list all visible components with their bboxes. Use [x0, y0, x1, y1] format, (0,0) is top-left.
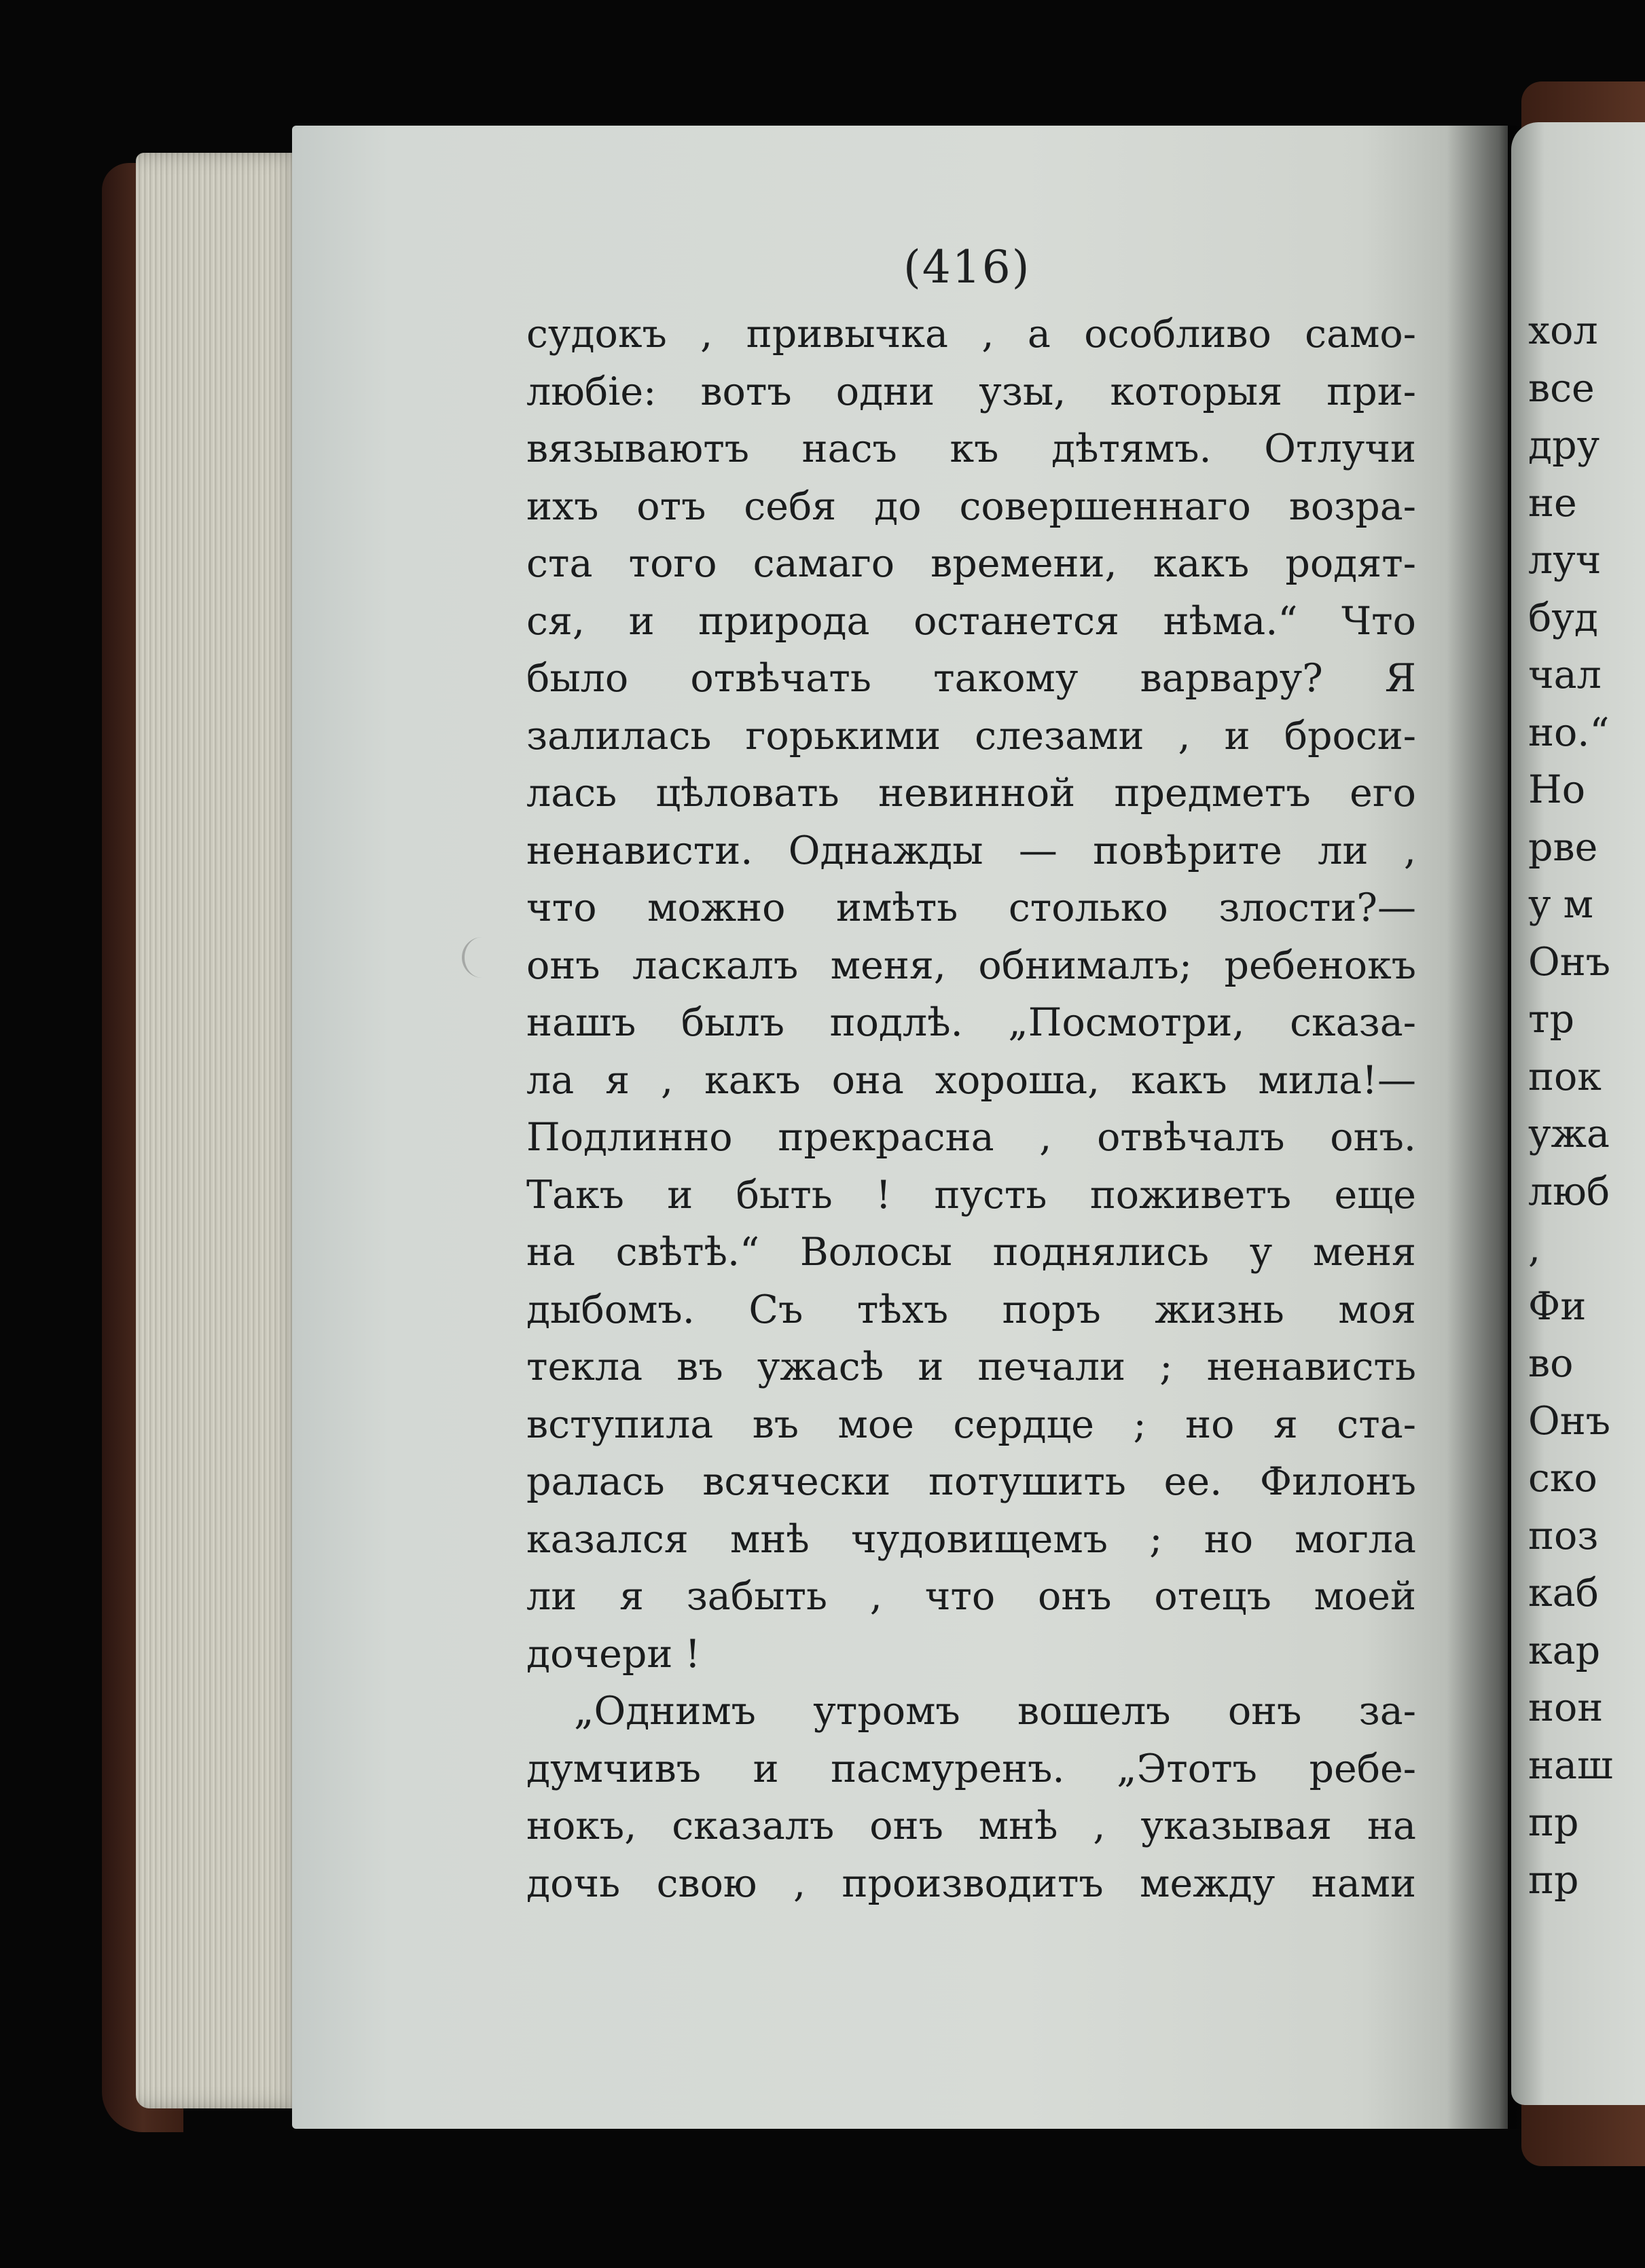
- text-fragment: Онъ: [1528, 1398, 1610, 1444]
- text-fragment: луч: [1528, 538, 1602, 583]
- text-fragment: ужа: [1528, 1112, 1610, 1156]
- text-line: было отвѣчать такому варвару? Я: [526, 656, 1416, 701]
- text-fragment: не: [1528, 480, 1577, 526]
- text-line: вступила въ мое сердце ; но я ста-: [526, 1402, 1416, 1447]
- text-fragment: каб: [1528, 1571, 1599, 1615]
- text-line: нокъ, сказалъ онъ мнѣ , указывая на: [526, 1804, 1416, 1848]
- text-line: Такъ и быть ! пусть поживетъ еще: [526, 1172, 1416, 1218]
- text-fragment: дру: [1528, 423, 1600, 468]
- text-line: на свѣтѣ.“ Волосы поднялись у меня: [526, 1230, 1416, 1275]
- text-fragment: пр: [1528, 1857, 1579, 1903]
- text-line: судокъ , привычка , а особливо само-: [526, 312, 1416, 356]
- page-number: (416): [903, 241, 1031, 293]
- text-fragment: у м: [1528, 882, 1593, 927]
- text-line: ста того самаго времени, какъ родят-: [526, 541, 1416, 586]
- text-line: дочь свою , производитъ между нами: [526, 1861, 1416, 1906]
- text-line: ла я , какъ она хороша, какъ мила!—: [526, 1057, 1416, 1103]
- text-line: дочери !: [526, 1631, 701, 1677]
- text-line: „Однимъ утромъ вошелъ онъ за-: [574, 1689, 1416, 1734]
- text-fragment: хол: [1528, 308, 1598, 353]
- text-line: залилась горькими слезами , и броси-: [526, 713, 1416, 758]
- text-line: вязываютъ насъ къ дѣтямъ. Отлучи: [526, 426, 1416, 471]
- text-fragment: чал: [1528, 653, 1602, 697]
- text-fragment: Фи: [1528, 1283, 1587, 1329]
- text-line: что можно имѣть столько злости?—: [526, 885, 1416, 930]
- page-text: [526, 306, 1416, 1912]
- text-line: онъ ласкалъ меня, обнималъ; ребенокъ: [526, 943, 1416, 988]
- text-fragment: буд: [1528, 595, 1598, 640]
- text-fragment: ,: [1528, 1226, 1541, 1271]
- text-line: дыбомъ. Съ тѣхъ поръ жизнь моя: [526, 1287, 1416, 1332]
- text-line: текла въ ужасѣ и печали ; ненависть: [526, 1345, 1416, 1389]
- text-fragment: поз: [1528, 1513, 1599, 1558]
- text-line: ралась всячески потушить ее. Филонъ: [526, 1459, 1416, 1504]
- text-fragment: рве: [1528, 824, 1598, 870]
- text-fragment: тр: [1528, 997, 1575, 1042]
- text-line: казался мнѣ чудовищемъ ; но могла: [526, 1516, 1416, 1562]
- text-line: нашъ былъ подлѣ. „Посмотри, сказа-: [526, 1000, 1416, 1045]
- text-line: ли я забыть , что онъ отецъ моей: [526, 1574, 1416, 1619]
- text-line: Подлинно прекрасна , отвѣчалъ онъ.: [526, 1115, 1416, 1160]
- text-fragment: но.“: [1528, 710, 1610, 755]
- page-edges: [136, 153, 306, 2108]
- right-page-text: [1528, 302, 1645, 1909]
- text-line: лась цѣловать невинной предметъ его: [526, 771, 1416, 816]
- text-fragment: пр: [1528, 1800, 1579, 1845]
- right-page: [1511, 122, 1645, 2105]
- text-fragment: Но: [1528, 767, 1586, 812]
- text-fragment: Онъ: [1528, 939, 1610, 985]
- text-fragment: все: [1528, 365, 1595, 411]
- text-fragment: во: [1528, 1341, 1574, 1386]
- text-fragment: люб: [1528, 1169, 1610, 1214]
- text-fragment: нон: [1528, 1685, 1604, 1730]
- gutter-shadow: [1447, 126, 1521, 2129]
- text-line: ся, и природа останется нѣма.“ Что: [526, 598, 1416, 644]
- text-line: ненависти. Однажды — повѣрите ли ,: [526, 828, 1416, 873]
- text-fragment: пок: [1528, 1054, 1602, 1099]
- text-line: ихъ отъ себя до совершеннаго возра-: [526, 483, 1416, 529]
- text-fragment: наш: [1528, 1742, 1613, 1788]
- text-fragment: ско: [1528, 1456, 1597, 1501]
- text-line: любіе: вотъ одни узы, которыя при-: [526, 369, 1416, 414]
- text-fragment: кар: [1528, 1628, 1601, 1673]
- text-line: думчивъ и пасмуренъ. „Этотъ ребе-: [526, 1746, 1416, 1791]
